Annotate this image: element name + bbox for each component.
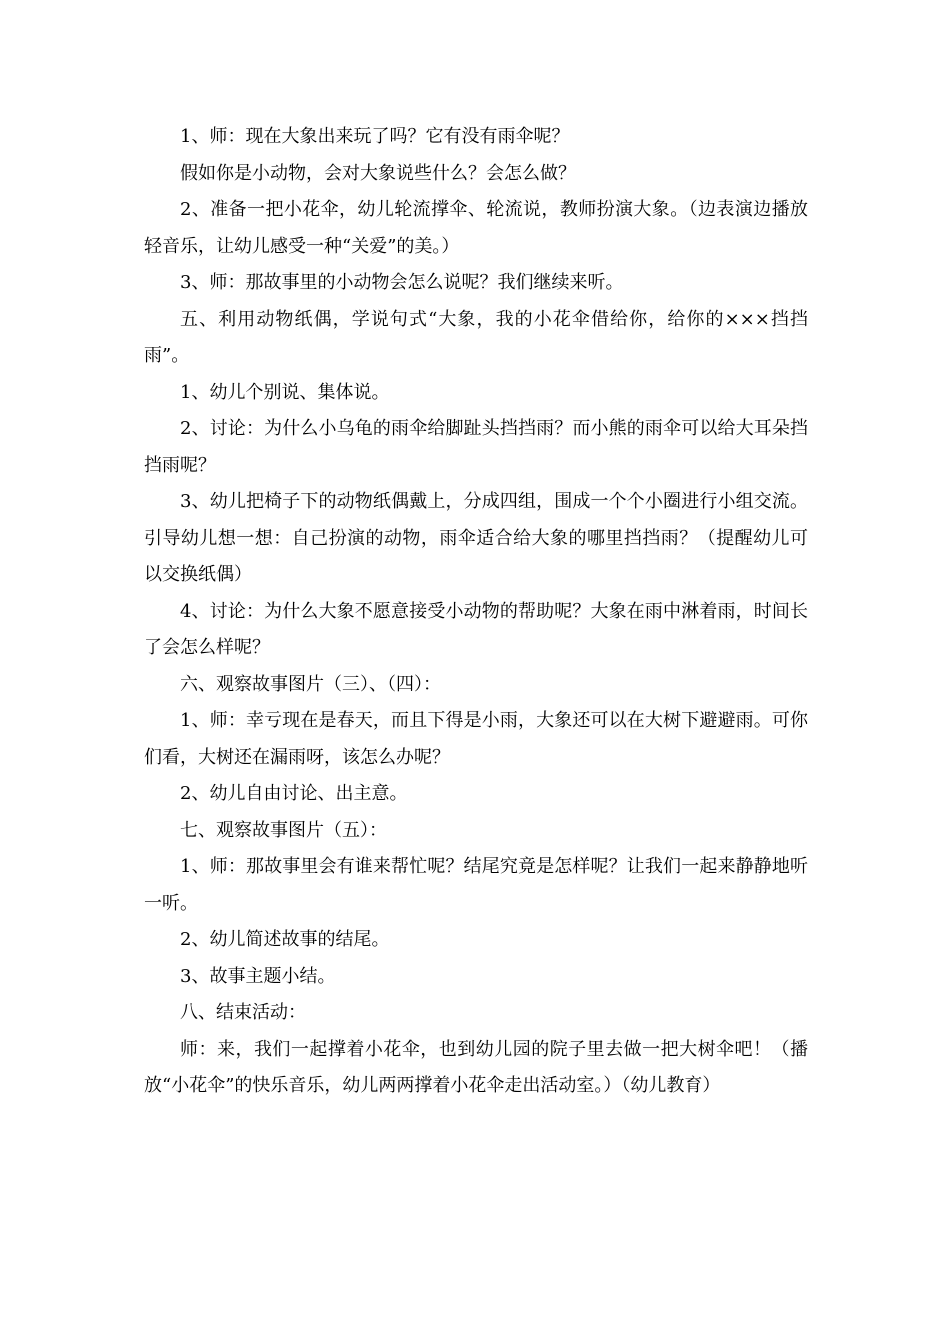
- paragraph: 3、幼儿把椅子下的动物纸偶戴上，分成四组，围成一个个小圈进行小组交流。引导幼儿想一想：自己扮演的动物，雨伞适合给大象的哪里挡挡雨？（提醒幼儿可以交换纸偶）: [144, 491, 808, 585]
- paragraph: 师：来，我们一起撑着小花伞，也到幼儿园的院子里去做一把大树伞吧！（播放“小花伞”的快乐音乐，幼儿两两撑着小花伞走出活动室。）（幼儿教育）: [144, 1038, 808, 1096]
- paragraph: 1、幼儿个别说、集体说。: [180, 381, 390, 403]
- section-heading: 七、观察故事图片（五）：: [180, 819, 387, 841]
- paragraph: 2、幼儿简述故事的结尾。: [180, 929, 390, 950]
- paragraph: 假如你是小动物，会对大象说些什么？会怎么做？: [180, 162, 576, 184]
- section-heading: 六、观察故事图片（三）、（四）：: [180, 673, 441, 695]
- paragraph: 2、幼儿自由讨论、出主意。: [180, 783, 408, 804]
- paragraph: 4、讨论：为什么大象不愿意接受小动物的帮助呢？大象在雨中淋着雨，时间长了会怎么样呢？: [144, 600, 808, 658]
- document-body: [144, 119, 808, 1105]
- section-heading: 五、利用动物纸偶，学说句式“大象，我的小花伞借给你，给你的×××挡挡雨”。: [144, 308, 808, 366]
- section-heading: 八、结束活动：: [180, 1002, 306, 1023]
- paragraph: 3、故事主题小结。: [180, 965, 336, 987]
- paragraph: 1、师：幸亏现在是春天，而且下得是小雨，大象还可以在大树下避避雨。可你们看，大树还在漏雨呀，该怎么办呢？: [144, 710, 808, 768]
- paragraph: 2、讨论：为什么小乌龟的雨伞给脚趾头挡挡雨？而小熊的雨伞可以给大耳朵挡挡雨呢？: [144, 418, 808, 476]
- paragraph: 2、准备一把小花伞，幼儿轮流撑伞、轮流说，教师扮演大象。（边表演边播放轻音乐，让幼儿感受一种“关爱”的美。）: [144, 199, 808, 257]
- paragraph: 1、师：现在大象出来玩了吗？它有没有雨伞呢？: [180, 126, 570, 147]
- paragraph: 3、师：那故事里的小动物会怎么说呢？我们继续来听。: [180, 272, 624, 293]
- paragraph: 1、师：那故事里会有谁来帮忙呢？结尾究竟是怎样呢？让我们一起来静静地听一听。: [144, 856, 808, 914]
